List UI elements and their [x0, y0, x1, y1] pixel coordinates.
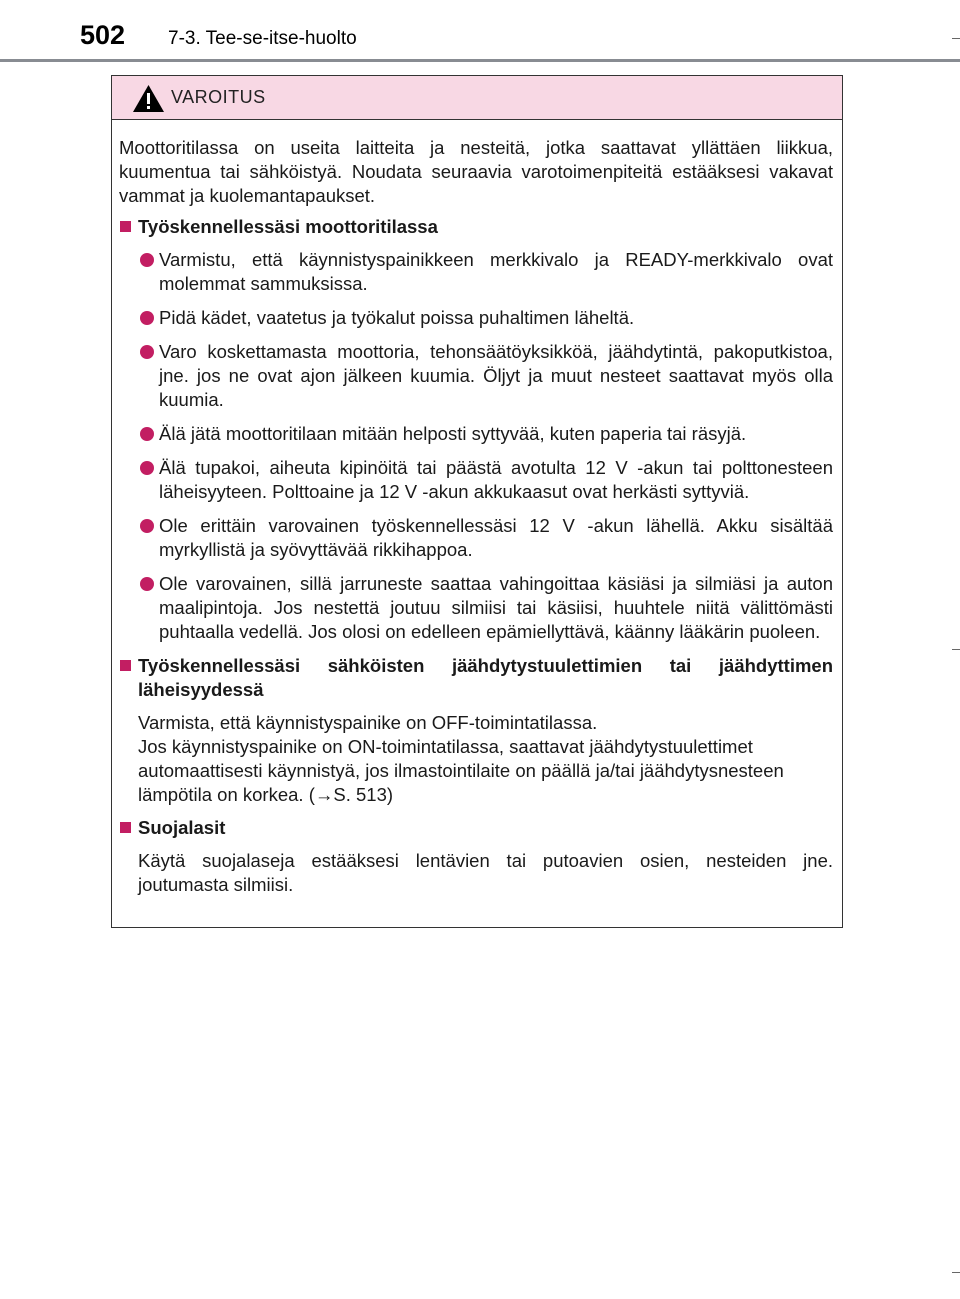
- edge-tick: [952, 38, 960, 39]
- circle-bullet-icon: [140, 427, 154, 441]
- header-rule: [0, 59, 960, 62]
- list-item: Varmistu, että käynnistyspainikkeen merkkivalo ja READY-merkkivalo ovat molemmat sammuksissa.: [119, 248, 833, 296]
- square-bullet-icon: [120, 660, 131, 671]
- page-reference: S. 513): [333, 784, 394, 805]
- circle-bullet-icon: [140, 461, 154, 475]
- list-item: Ole erittäin varovainen työskennellessäsi 12 V -akun lähellä. Akku sisältää myrkyllistä ja syövyttävää rikkihappoa.: [119, 514, 833, 562]
- section-heading: Suojalasit: [119, 816, 833, 840]
- section-text: Varmista, että käynnistyspainike on OFF-toimintatilassa. Jos käynnistyspainike on ON-toimintatilassa, saattavat jäähdytystuulettimet automaattisesti käynnistyä, jos ilmastointilaite on päällä ja/tai jäähdytysnesteen lämpötila on korkea. (→S. 513): [138, 712, 784, 805]
- warning-triangle-icon: [132, 84, 165, 113]
- edge-tick: [952, 1272, 960, 1273]
- list-item: Varo koskettamasta moottoria, tehonsäätöyksikköä, jäähdytintä, pakoputkistoa, jne. jos ne ovat ajon jälkeen kuumia. Öljyt ja muut nesteet saattavat myös olla kuumia.: [119, 340, 833, 412]
- list-item: Pidä kädet, vaatetus ja työkalut poissa puhaltimen läheltä.: [119, 306, 833, 330]
- section-title: 7-3. Tee-se-itse-huolto: [168, 28, 357, 49]
- page-number: 502: [80, 20, 126, 50]
- warning-box: [111, 75, 843, 928]
- list-item: Älä jätä moottoritilaan mitään helposti syttyvää, kuten paperia tai räsyjä.: [119, 422, 833, 446]
- list-item: Ole varovainen, sillä jarruneste saattaa vahingoittaa käsiäsi ja silmiäsi ja auton maalipintoja. Jos nestettä joutuu silmiisi tai käsiisi, huuhtele niitä välittömästi puhtaalla vedellä. Jos olosi on edelleen epämiellyttävä, käänny lääkärin puoleen.: [119, 572, 833, 644]
- section-text: Käytä suojalaseja estääksesi lentävien tai putoavien osien, nesteiden jne. joutumasta silmiisi.: [138, 850, 833, 895]
- warning-body: [112, 120, 842, 897]
- edge-tick: [952, 649, 960, 650]
- warning-title: VAROITUS: [171, 87, 266, 107]
- section-heading: Työskennellessäsi sähköisten jäähdytystuulettimien tai jäähdyttimen läheisyydessä: [119, 654, 833, 702]
- list-item: Älä tupakoi, aiheuta kipinöitä tai päästä avotulta 12 V -akun tai polttonesteen läheisyyteen. Polttoaine ja 12 V -akun akkukaasut ovat herkästi syttyviä.: [119, 456, 833, 504]
- square-bullet-icon: [120, 221, 131, 232]
- circle-bullet-icon: [140, 519, 154, 533]
- section-heading: Työskennellessäsi moottoritilassa: [119, 215, 833, 239]
- circle-bullet-icon: [140, 345, 154, 359]
- warning-intro: Moottoritilassa on useita laitteita ja nesteitä, jotka saattavat yllättäen liikkua, kuumentua tai sähköistyä. Noudata seuraavia varotoimenpiteitä estääksesi vakavat vammat ja kuolemantapaukset.: [119, 137, 833, 206]
- arrow-right-icon: →: [314, 784, 334, 805]
- warning-header: [112, 76, 842, 120]
- circle-bullet-icon: [140, 577, 154, 591]
- circle-bullet-icon: [140, 253, 154, 267]
- circle-bullet-icon: [140, 311, 154, 325]
- page-header: [0, 0, 960, 62]
- square-bullet-icon: [120, 822, 131, 833]
